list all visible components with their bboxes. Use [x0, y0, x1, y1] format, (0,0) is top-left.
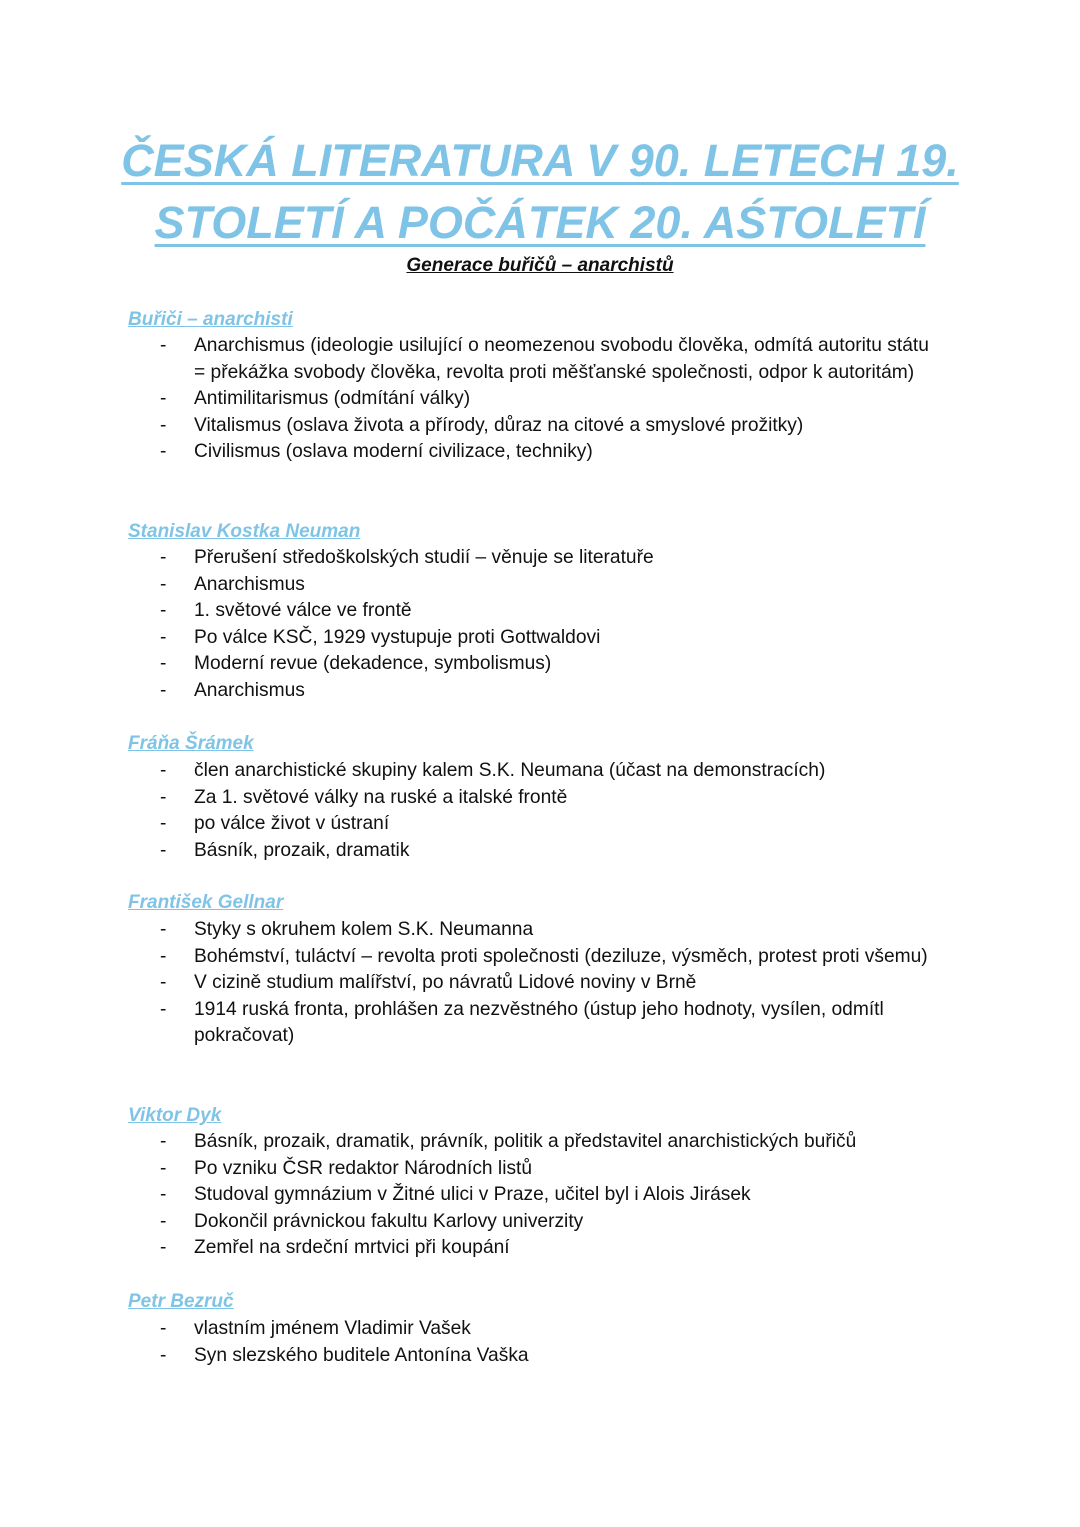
list-item: - po válce život v ústraní — [160, 811, 940, 838]
list-item: - Za 1. světové války na ruské a italské frontě — [160, 785, 940, 812]
list-item: - Antimilitarismus (odmítání války) — [160, 386, 940, 413]
list-item: - Dokončil právnickou fakultu Karlovy univerzity — [160, 1209, 940, 1236]
section-list-gellnar — [160, 917, 940, 1050]
list-item: - Moderní revue (dekadence, symbolismus) — [160, 651, 940, 678]
section-list-sramek — [160, 758, 940, 864]
list-item: - Přerušení středoškolských studií – věnuje se literatuře — [160, 545, 940, 572]
list-item: - Syn slezského buditele Antonína Vaška — [160, 1343, 940, 1370]
list-item: - Zemřel na srdeční mrtvici při koupání — [160, 1235, 940, 1262]
section-list-bezruc — [160, 1316, 940, 1369]
list-item: - 1. světové válce ve frontě — [160, 598, 940, 625]
list-item: - člen anarchistické skupiny kalem S.K. Neumana (účast na demonstracích) — [160, 758, 940, 785]
list-item: - Vitalismus (oslava života a přírody, důraz na citové a smyslové prožitky) — [160, 413, 940, 440]
section-heading-buric-anarchisti: Buřiči – anarchisti — [128, 309, 293, 330]
page-subtitle: Generace buřičů – anarchistů — [406, 255, 674, 276]
list-item: - Básník, prozaik, dramatik — [160, 838, 940, 865]
list-item: - Anarchismus — [160, 678, 940, 705]
list-item: - Po vzniku ČSR redaktor Národních listů — [160, 1156, 940, 1183]
section-list-neuman — [160, 545, 940, 705]
list-item: - Anarchismus — [160, 572, 940, 599]
list-item: - Civilismus (oslava moderní civilizace, techniky) — [160, 439, 940, 466]
list-item: - Bohémství, tuláctví – revolta proti společnosti (deziluze, výsměch, protest proti všemu) — [160, 944, 940, 971]
section-list-dyk — [160, 1129, 940, 1262]
page-title — [0, 130, 1080, 254]
list-item: - vlastním jménem Vladimir Vašek — [160, 1316, 940, 1343]
list-item: - Po válce KSČ, 1929 vystupuje proti Gottwaldovi — [160, 625, 940, 652]
section-list-buric-anarchisti — [160, 333, 940, 466]
title-line-1: ČESKÁ LITERATURA V 90. LETECH 19. — [121, 135, 959, 186]
section-heading-gellnar: František Gellnar — [128, 892, 284, 913]
list-item: - Styky s okruhem kolem S.K. Neumanna — [160, 917, 940, 944]
section-heading-bezruc: Petr Bezruč — [128, 1291, 234, 1312]
section-heading-sramek: Fráňa Šrámek — [128, 733, 254, 754]
list-item: - Anarchismus (ideologie usilující o neomezenou svobodu člověka, odmítá autoritu státu = překážka svobody člověka, revolta proti měšťanské společnosti, odpor k autoritám) — [160, 333, 940, 386]
list-item: - 1914 ruská fronta, prohlášen za nezvěstného (ústup jeho hodnoty, vysílen, odmítl pokračovat) — [160, 997, 940, 1050]
title-line-2: STOLETÍ A POČÁTEK 20. AŚTOLETÍ — [154, 197, 926, 248]
list-item: - Básník, prozaik, dramatik, právník, politik a představitel anarchistických buřičů — [160, 1129, 940, 1156]
list-item: - Studoval gymnázium v Žitné ulici v Praze, učitel byl i Alois Jirásek — [160, 1182, 940, 1209]
section-heading-neuman: Stanislav Kostka Neuman — [128, 521, 361, 542]
section-heading-dyk: Viktor Dyk — [128, 1105, 222, 1126]
list-item: - V cizině studium malířství, po návratů Lidové noviny v Brně — [160, 970, 940, 997]
